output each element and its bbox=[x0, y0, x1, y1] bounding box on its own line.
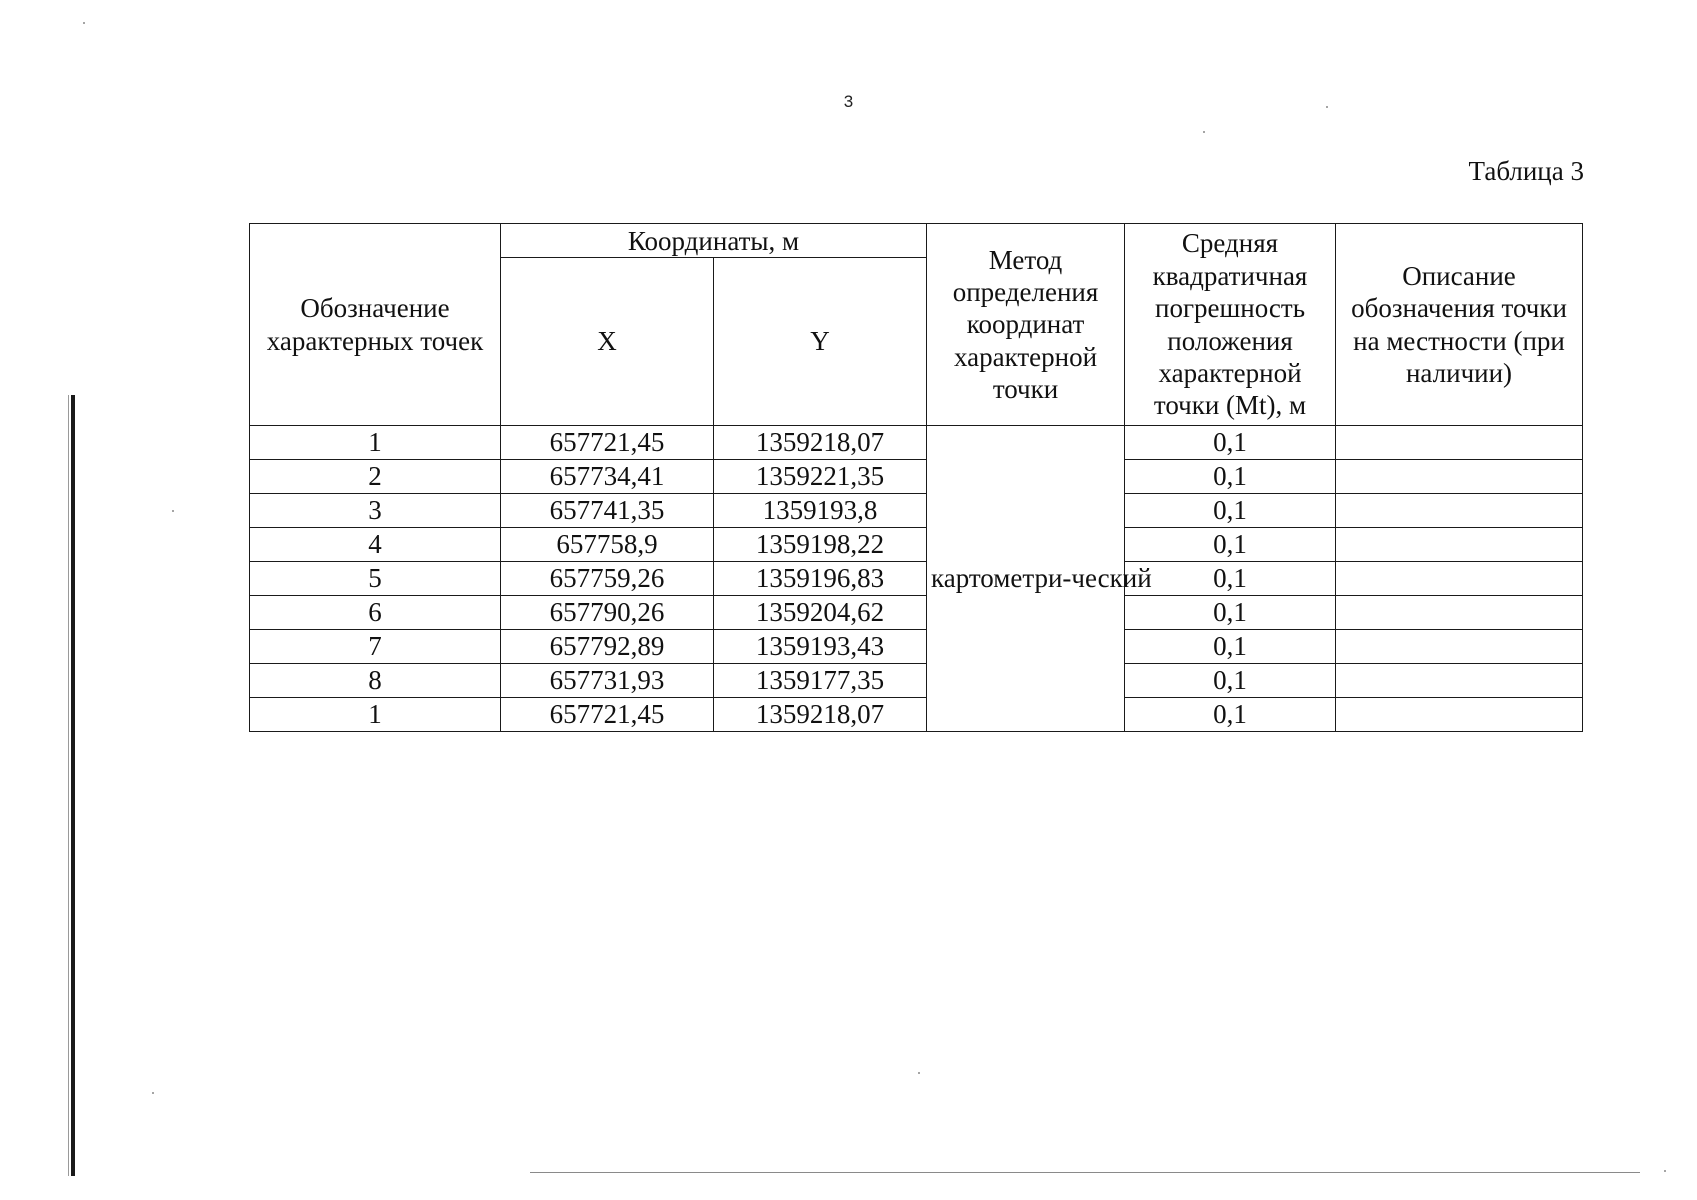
cell-description bbox=[1336, 562, 1583, 596]
cell-error: 0,1 bbox=[1125, 528, 1336, 562]
header-x: X bbox=[501, 258, 714, 426]
cell-x: 657790,26 bbox=[501, 596, 714, 630]
scan-speck bbox=[83, 22, 85, 24]
scan-speck bbox=[1326, 106, 1328, 108]
cell-error: 0,1 bbox=[1125, 562, 1336, 596]
cell-error: 0,1 bbox=[1125, 494, 1336, 528]
cell-error: 0,1 bbox=[1125, 664, 1336, 698]
cell-y: 1359204,62 bbox=[714, 596, 927, 630]
cell-description bbox=[1336, 460, 1583, 494]
table-row bbox=[250, 698, 1583, 732]
cell-error: 0,1 bbox=[1125, 596, 1336, 630]
cell-x: 657721,45 bbox=[501, 698, 714, 732]
cell-point: 1 bbox=[250, 426, 501, 460]
cell-x: 657792,89 bbox=[501, 630, 714, 664]
header-point-designation: Обозначение характерных точек bbox=[250, 224, 501, 426]
cell-description bbox=[1336, 630, 1583, 664]
cell-description bbox=[1336, 426, 1583, 460]
cell-description bbox=[1336, 596, 1583, 630]
scan-speck bbox=[172, 510, 174, 512]
table-row bbox=[250, 596, 1583, 630]
cell-y: 1359193,43 bbox=[714, 630, 927, 664]
table-row bbox=[250, 630, 1583, 664]
cell-y: 1359218,07 bbox=[714, 698, 927, 732]
header-coordinates: Координаты, м bbox=[501, 224, 927, 258]
scan-binding-edge bbox=[71, 395, 75, 1176]
scan-speck bbox=[152, 1092, 154, 1094]
table-caption: Таблица 3 bbox=[1468, 156, 1584, 186]
cell-x: 657734,41 bbox=[501, 460, 714, 494]
scan-speck bbox=[1203, 131, 1205, 133]
cell-x: 657741,35 bbox=[501, 494, 714, 528]
cell-x: 657721,45 bbox=[501, 426, 714, 460]
scan-binding-shadow bbox=[68, 395, 69, 1176]
table-row bbox=[250, 664, 1583, 698]
cell-error: 0,1 bbox=[1125, 460, 1336, 494]
cell-point: 4 bbox=[250, 528, 501, 562]
cell-description bbox=[1336, 698, 1583, 732]
cell-description bbox=[1336, 528, 1583, 562]
cell-point: 2 bbox=[250, 460, 501, 494]
cell-y: 1359193,8 bbox=[714, 494, 927, 528]
cell-error: 0,1 bbox=[1125, 630, 1336, 664]
table-row bbox=[250, 528, 1583, 562]
scan-speck bbox=[918, 1072, 920, 1074]
cell-x: 657758,9 bbox=[501, 528, 714, 562]
cell-point: 3 bbox=[250, 494, 501, 528]
table-row bbox=[250, 494, 1583, 528]
cell-description bbox=[1336, 664, 1583, 698]
cell-y: 1359196,83 bbox=[714, 562, 927, 596]
cell-description bbox=[1336, 494, 1583, 528]
cell-x: 657759,26 bbox=[501, 562, 714, 596]
cell-method: картометри-ческий bbox=[927, 426, 1125, 732]
table-row bbox=[250, 562, 1583, 596]
cell-y: 1359177,35 bbox=[714, 664, 927, 698]
cell-point: 1 bbox=[250, 698, 501, 732]
table-row bbox=[250, 426, 1583, 460]
cell-y: 1359198,22 bbox=[714, 528, 927, 562]
cell-point: 8 bbox=[250, 664, 501, 698]
header-mean-error: Средняя квадратичная погрешность положения характерной точки (Mt), м bbox=[1125, 224, 1336, 426]
cell-x: 657731,93 bbox=[501, 664, 714, 698]
cell-point: 5 bbox=[250, 562, 501, 596]
page-number: 3 bbox=[843, 92, 854, 111]
cell-point: 7 bbox=[250, 630, 501, 664]
cell-error: 0,1 bbox=[1125, 698, 1336, 732]
cell-error: 0,1 bbox=[1125, 426, 1336, 460]
header-y: Y bbox=[714, 258, 927, 426]
header-description: Описание обозначения точки на местности (при наличии) bbox=[1336, 224, 1583, 426]
scan-speck bbox=[1664, 1170, 1666, 1172]
cell-y: 1359221,35 bbox=[714, 460, 927, 494]
table-row bbox=[250, 460, 1583, 494]
cell-point: 6 bbox=[250, 596, 501, 630]
header-method: Метод определения координат характерной точки bbox=[927, 224, 1125, 426]
coordinates-table bbox=[249, 223, 1583, 732]
cell-y: 1359218,07 bbox=[714, 426, 927, 460]
scan-bottom-rule bbox=[530, 1172, 1640, 1173]
